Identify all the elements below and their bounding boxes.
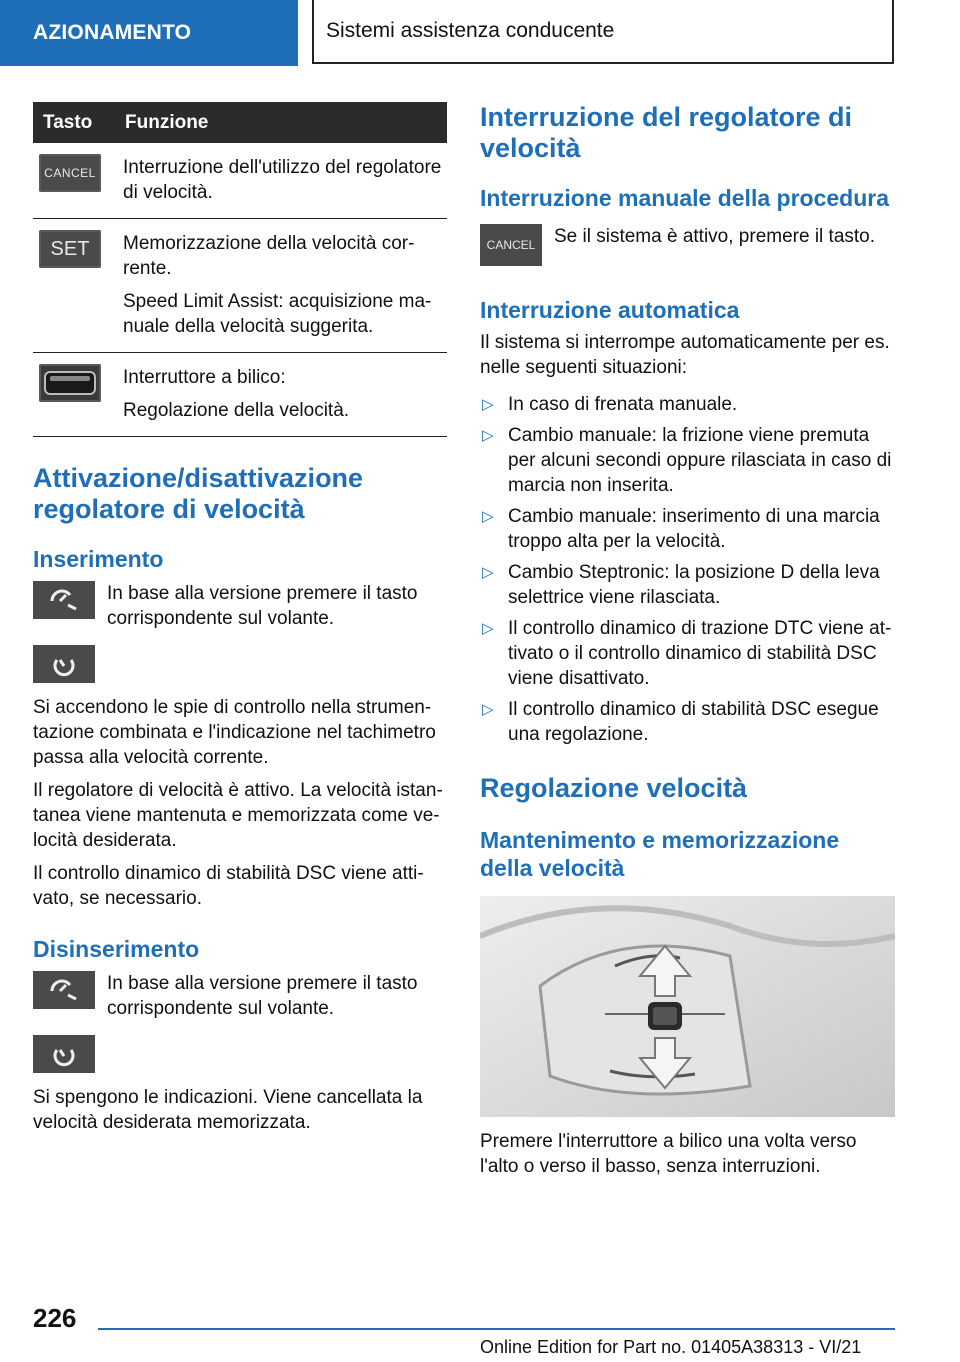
left-column — [33, 102, 447, 1143]
footer-divider — [98, 1328, 895, 1330]
right-column — [480, 102, 895, 1187]
heading-off: Disinserimento — [33, 936, 200, 962]
table-row — [33, 219, 447, 353]
heading-regulation: Regolazione velocità — [480, 773, 748, 803]
heading-manual: Interruzione manuale della procedura — [480, 185, 889, 211]
section-tab — [0, 0, 298, 66]
paragraph: Il sistema si interrompe automaticamente per es. nelle seguenti situazioni: — [480, 332, 890, 378]
row-text: Speed Limit Assist: acquisizione ma- nuale della velocità suggerita. — [123, 291, 432, 337]
off-text: In base alla versione premere il tasto corrispondente sul volante. — [107, 973, 418, 1019]
row-text: Interruttore a bilico: — [123, 367, 286, 388]
set-key-icon: SET — [39, 230, 101, 268]
paragraph: Si spengono le indicazioni. Viene cancellata la velocità desiderata memorizzata. — [33, 1087, 423, 1133]
cancel-key-icon: CANCEL — [480, 224, 542, 266]
row-text: Memorizzazione della velocità cor- rente. — [123, 233, 415, 279]
list-item: ▷ Cambio Steptronic: la posizione D della leva selettrice viene rilasciata. — [482, 562, 880, 608]
list-item: ▷ Il controllo dinamico di stabilità DSC esegue una regolazione. — [482, 699, 879, 745]
row-text: Interruzione dell'utilizzo del regolatore di velocità. — [123, 157, 442, 203]
rocker-switch-icon — [39, 364, 101, 402]
cancel-key-icon: CANCEL — [39, 154, 101, 192]
cruise-control-icon — [33, 971, 95, 1009]
steering-wheel-photo — [480, 896, 895, 1117]
auto-list — [480, 392, 895, 747]
manual-text: Se il sistema è attivo, premere il tasto. — [554, 226, 876, 247]
table-row — [33, 143, 447, 219]
photo-caption: Premere l'interruttore a bilico una volta verso l'alto o verso il basso, senza interruzioni. — [480, 1131, 857, 1177]
keys-table — [33, 102, 447, 437]
heading-activation: Attivazione/disattivazione regolatore di velocità — [33, 463, 364, 524]
chapter-header — [312, 0, 894, 64]
heading-on: Inserimento — [33, 546, 164, 572]
paragraph: Si accendono le spie di controllo nella strumen- tazione combinata e l'indicazione nel tachimetro passa alla velocità corrente. — [33, 697, 436, 768]
row-text: Regolazione della velocità. — [123, 400, 350, 421]
on-text: In base alla versione premere il tasto corrispondente sul volante. — [107, 583, 418, 629]
speed-limiter-icon — [33, 645, 95, 683]
heading-keep: Mantenimento e memorizzazione della velocità — [480, 827, 840, 881]
list-item: ▷ Il controllo dinamico di trazione DTC viene at- tivato o il controllo dinamico di stabilità DSC viene disattivato. — [482, 618, 892, 689]
speed-limiter-icon — [33, 1035, 95, 1073]
list-item: ▷ In caso di frenata manuale. — [482, 394, 738, 415]
page-number: 226 — [33, 1303, 77, 1333]
paragraph: Il controllo dinamico di stabilità DSC viene atti- vato, se necessario. — [33, 863, 424, 909]
cruise-control-icon — [33, 581, 95, 619]
table-row — [33, 353, 447, 437]
section-title: AZIONAMENTO — [33, 21, 192, 44]
list-item: ▷ Cambio manuale: la frizione viene premuta per alcuni secondi oppure rilasciata in caso di marcia non inserita. — [482, 425, 892, 496]
heading-auto: Interruzione automatica — [480, 297, 740, 323]
edition-text: Online Edition for Part no. 01405A38313 - VI/21 — [480, 1337, 862, 1357]
col-key-header: Tasto — [33, 102, 123, 143]
list-item: ▷ Cambio manuale: inserimento di una marcia troppo alta per la velocità. — [482, 506, 880, 552]
table-header-row — [33, 102, 447, 143]
col-function-header: Funzione — [123, 102, 447, 143]
heading-interrupt: Interruzione del regolatore di velocità — [480, 102, 853, 163]
chapter-title: Sistemi assistenza conducente — [326, 19, 615, 42]
paragraph: Il regolatore di velocità è attivo. La velocità istan- tanea viene mantenuta e memorizzata come ve- locità desiderata. — [33, 780, 443, 851]
